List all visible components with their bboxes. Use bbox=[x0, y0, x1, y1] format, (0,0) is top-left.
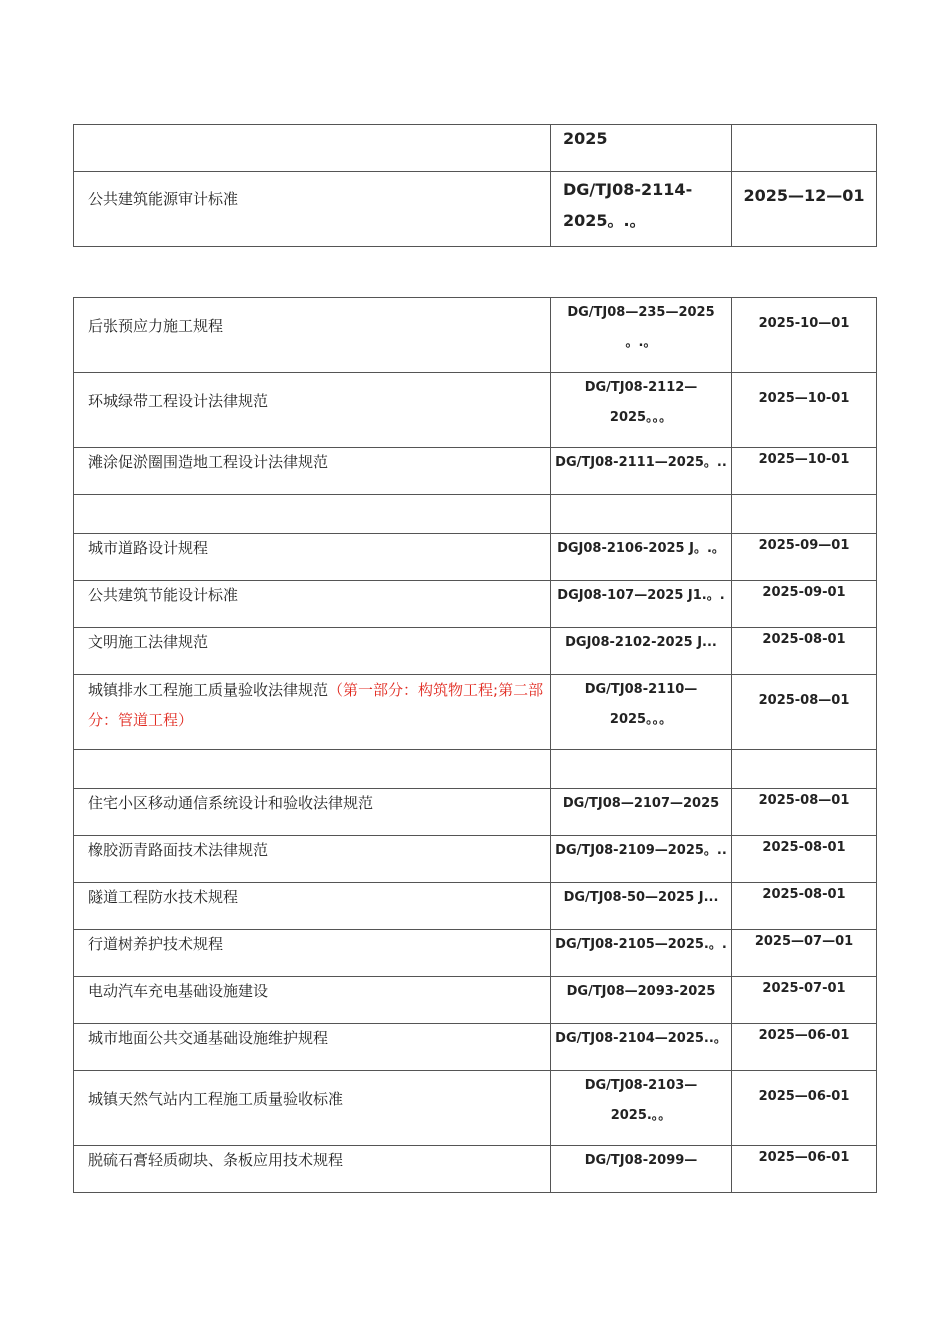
code-line-2: 2025。.。 bbox=[563, 211, 646, 230]
code-line-1: DG/TJ08-2103— bbox=[584, 1078, 698, 1093]
name-cell bbox=[74, 930, 551, 977]
effective-date: 2025-08-01 bbox=[762, 887, 846, 902]
table-row bbox=[74, 930, 877, 977]
code-line-2: 2025。。。 bbox=[609, 712, 673, 727]
name-cell bbox=[74, 675, 551, 750]
code-text: 2025 bbox=[563, 129, 608, 148]
standard-name-text: 隧道工程防水技术规程 bbox=[88, 888, 239, 906]
code-line-1: DG/TJ08-2111—2025。.. bbox=[555, 455, 727, 470]
code-line-1: DGJ08-107—2025 J1.。. bbox=[557, 588, 725, 603]
standard-name bbox=[74, 883, 550, 911]
date-cell bbox=[732, 1146, 877, 1193]
date-cell bbox=[732, 628, 877, 675]
standard-name bbox=[74, 1071, 550, 1115]
table-row bbox=[74, 628, 877, 675]
standard-name-text: 公共建筑节能设计标准 bbox=[88, 586, 239, 604]
code-line-1: DG/TJ08-2104—2025..。 bbox=[555, 1031, 727, 1046]
code-line-2: 。.。 bbox=[625, 335, 657, 350]
standard-name bbox=[74, 373, 550, 417]
standards-table-main bbox=[73, 297, 877, 1193]
code-line-1: DG/TJ08—2107—2025 bbox=[562, 796, 720, 811]
standard-name-text: 城镇天然气站内工程施工质量验收标准 bbox=[88, 1090, 344, 1108]
standard-name bbox=[74, 448, 550, 476]
code-line-1: DG/TJ08-2114- bbox=[563, 180, 693, 199]
effective-date: 2025—06-01 bbox=[758, 1089, 850, 1104]
date-cell bbox=[732, 836, 877, 883]
effective-date: 2025-08—01 bbox=[758, 693, 850, 708]
name-cell bbox=[74, 977, 551, 1024]
date-cell bbox=[732, 298, 877, 373]
standard-name bbox=[74, 1024, 550, 1052]
code-line-2: 2025。。。 bbox=[609, 410, 673, 425]
table-row bbox=[74, 495, 877, 534]
date-cell bbox=[732, 977, 877, 1024]
date-cell bbox=[732, 675, 877, 750]
table-row bbox=[74, 883, 877, 930]
date-cell bbox=[732, 534, 877, 581]
effective-date: 2025—06-01 bbox=[758, 1150, 850, 1165]
table-row bbox=[74, 448, 877, 495]
name-cell bbox=[74, 298, 551, 373]
table-row bbox=[74, 373, 877, 448]
standard-name-text: 城市地面公共交通基础设施维护规程 bbox=[88, 1029, 329, 1047]
code-cell bbox=[551, 172, 732, 247]
standard-name-note: （第一部分：构筑物工程;第二部分：管道工程） bbox=[88, 681, 544, 729]
effective-date bbox=[732, 495, 876, 499]
name-cell bbox=[74, 534, 551, 581]
standards-table-top bbox=[73, 124, 877, 247]
standard-name-text: 环城绿带工程设计法律规范 bbox=[88, 392, 269, 410]
code-line-1: DG/TJ08-2099— bbox=[584, 1153, 698, 1168]
standard-name-text: 后张预应力施工规程 bbox=[88, 317, 224, 335]
standard-name: 公共建筑能源审计标准 bbox=[88, 190, 239, 208]
code-line-1: DG/TJ08-50—2025 J... bbox=[563, 890, 719, 905]
code-cell bbox=[551, 581, 732, 628]
effective-date: 2025-08—01 bbox=[758, 793, 850, 808]
date-cell bbox=[732, 125, 877, 172]
code-line-1: DG/TJ08—2093-2025 bbox=[566, 984, 716, 999]
date-cell bbox=[732, 581, 877, 628]
standard-name-text: 脱硫石膏轻质砌块、条板应用技术规程 bbox=[88, 1151, 344, 1169]
code-line-1: DG/TJ08-2110— bbox=[584, 682, 698, 697]
date-cell bbox=[732, 930, 877, 977]
code-line-1: DGJ08-2106-2025 J。.。 bbox=[557, 541, 725, 556]
effective-date: 2025—06-01 bbox=[758, 1028, 850, 1043]
standard-name bbox=[74, 581, 550, 609]
effective-date: 2025-08-01 bbox=[762, 840, 846, 855]
standard-name-text: 电动汽车充电基础设施建设 bbox=[88, 982, 269, 1000]
code-line-1: DG/TJ08—235—2025 bbox=[567, 305, 715, 320]
standard-name-text: 文明施工法律规范 bbox=[88, 633, 209, 651]
name-cell bbox=[74, 172, 551, 247]
code-cell bbox=[551, 1071, 732, 1146]
effective-date: 2025—10-01 bbox=[758, 452, 850, 467]
code-cell bbox=[551, 125, 732, 172]
code-cell bbox=[551, 628, 732, 675]
code-line-1: DGJ08-2102-2025 J... bbox=[565, 635, 717, 650]
standard-name bbox=[74, 977, 550, 1005]
date-cell bbox=[732, 495, 877, 534]
name-cell bbox=[74, 750, 551, 789]
code-cell bbox=[551, 1146, 732, 1193]
table-row bbox=[74, 125, 877, 172]
date-cell bbox=[732, 883, 877, 930]
standard-name bbox=[74, 534, 550, 562]
name-cell bbox=[74, 883, 551, 930]
standard-name-text: 滩涂促淤圈围造地工程设计法律规范 bbox=[88, 453, 329, 471]
code-line-1: DG/TJ08-2105—2025.。. bbox=[555, 937, 727, 952]
date-cell bbox=[732, 750, 877, 789]
table-row bbox=[74, 977, 877, 1024]
effective-date: 2025—10-01 bbox=[758, 391, 850, 406]
code-cell bbox=[551, 448, 732, 495]
date-cell bbox=[732, 448, 877, 495]
effective-date: 2025-09-01 bbox=[762, 585, 846, 600]
table-row bbox=[74, 581, 877, 628]
name-cell bbox=[74, 448, 551, 495]
standard-name bbox=[74, 628, 550, 656]
standard-name bbox=[74, 1146, 550, 1174]
standard-name-text: 城镇排水工程施工质量验收法律规范 bbox=[88, 681, 329, 699]
standard-name-text: 住宅小区移动通信系统设计和验收法律规范 bbox=[88, 794, 374, 812]
table-row bbox=[74, 534, 877, 581]
code-line-1 bbox=[551, 495, 731, 497]
date-cell bbox=[732, 1024, 877, 1071]
table-row bbox=[74, 1146, 877, 1193]
date-cell bbox=[732, 172, 877, 247]
standard-name-text: 橡胶沥青路面技术法律规范 bbox=[88, 841, 269, 859]
effective-date: 2025-07-01 bbox=[762, 981, 846, 996]
table-row bbox=[74, 172, 877, 247]
standard-name-text: 行道树养护技术规程 bbox=[88, 935, 224, 953]
name-cell bbox=[74, 581, 551, 628]
code-line-1: DG/TJ08-2109—2025。.. bbox=[555, 843, 727, 858]
name-cell bbox=[74, 495, 551, 534]
code-cell bbox=[551, 675, 732, 750]
code-cell bbox=[551, 750, 732, 789]
name-cell bbox=[74, 1146, 551, 1193]
effective-date: 2025-08-01 bbox=[762, 632, 846, 647]
name-cell bbox=[74, 373, 551, 448]
date-cell bbox=[732, 1071, 877, 1146]
standard-name-text: 城市道路设计规程 bbox=[88, 539, 209, 557]
standard-name bbox=[74, 930, 550, 958]
standard-name bbox=[74, 836, 550, 864]
name-cell bbox=[74, 1024, 551, 1071]
standard-name bbox=[74, 789, 550, 817]
name-cell bbox=[74, 789, 551, 836]
table-row bbox=[74, 1071, 877, 1146]
code-cell bbox=[551, 1024, 732, 1071]
code-cell bbox=[551, 495, 732, 534]
code-line-1: DG/TJ08-2112— bbox=[584, 380, 698, 395]
table-row bbox=[74, 789, 877, 836]
code-cell bbox=[551, 930, 732, 977]
date-cell bbox=[732, 373, 877, 448]
code-cell bbox=[551, 534, 732, 581]
code-cell bbox=[551, 977, 732, 1024]
standard-name bbox=[74, 675, 550, 735]
code-line-2: 2025.。。 bbox=[610, 1108, 672, 1123]
code-cell bbox=[551, 298, 732, 373]
effective-date bbox=[732, 750, 876, 754]
date-cell bbox=[732, 789, 877, 836]
effective-date: 2025—07—01 bbox=[754, 934, 854, 949]
effective-date: 2025-09—01 bbox=[758, 538, 850, 553]
effective-date: 2025-10—01 bbox=[758, 316, 850, 331]
code-cell bbox=[551, 373, 732, 448]
code-cell bbox=[551, 836, 732, 883]
effective-date: 2025—12—01 bbox=[743, 186, 865, 205]
table-row bbox=[74, 750, 877, 789]
table-row bbox=[74, 1024, 877, 1071]
code-cell bbox=[551, 789, 732, 836]
table-row bbox=[74, 298, 877, 373]
name-cell bbox=[74, 125, 551, 172]
standard-name bbox=[74, 298, 550, 342]
code-cell bbox=[551, 883, 732, 930]
table-row bbox=[74, 675, 877, 750]
name-cell bbox=[74, 1071, 551, 1146]
name-cell bbox=[74, 628, 551, 675]
table-row bbox=[74, 836, 877, 883]
name-cell bbox=[74, 836, 551, 883]
code-line-1 bbox=[551, 750, 731, 752]
